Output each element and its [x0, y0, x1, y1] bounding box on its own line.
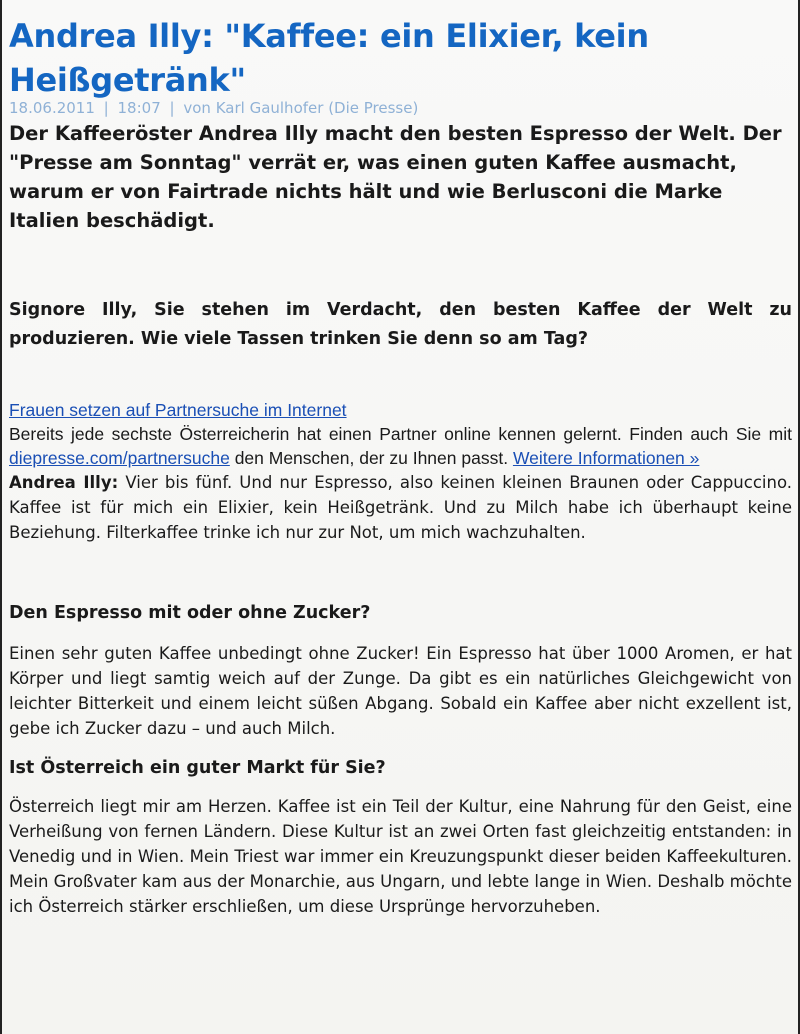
- partner-ad: [9, 398, 792, 470]
- more-info-link[interactable]: Weitere Informationen »: [512, 448, 700, 468]
- interview-question-1: Signore Illy, Sie stehen im Verdacht, den besten Kaffee der Welt zu produzieren. Wie viele Tassen trinken Sie denn so am Tag?: [9, 300, 792, 349]
- article-title: Andrea Illy: "Kaffee: ein Elixier, kein Heißgetränk": [9, 17, 649, 99]
- article-date: 18.06.2011: [9, 99, 95, 117]
- partnersuche-link[interactable]: diepresse.com/partnersuche: [9, 448, 230, 468]
- answer-speaker: Andrea Illy:: [9, 473, 119, 492]
- ad-text: Bereits jede sechste Österreicherin hat einen Partner online kennen gelernt. Finden auch Sie mit: [9, 424, 792, 444]
- ad-headline-link[interactable]: Frauen setzen auf Partnersuche im Internet: [9, 400, 347, 420]
- article-time: 18:07: [117, 99, 161, 117]
- answer-1-text: Vier bis fünf. Und nur Espresso, also keinen kleinen Braunen oder Cappuccino. Kaffee ist für mich ein Elixier, kein Heißgetränk. Und zu Milch habe ich überhaupt keine Beziehung. Filterkaffee trinke ich nur zur Not, um mich wachzuhalten.: [9, 473, 793, 542]
- ad-body: [9, 422, 792, 470]
- ad-text-after: den Menschen, der zu Ihnen passt.: [234, 448, 509, 468]
- interview-answer-3: Österreich liegt mir am Herzen. Kaffee ist ein Teil der Kultur, eine Nahrung für den Geist, eine Verheißung von fernen Ländern. Diese Kultur ist an zwei Orten fast gleichzeitig entstanden: in Venedig und in Wien. Mein Triest war immer ein Kreuzungspunkt dieser beiden Kaffeekulturen. Mein Großvater kam aus der Monarchie, aus Ungarn, und lebte lange in Wien. Deshalb möchte ich Österreich stärker erschließen, um diese Ursprünge hervorzuheben.: [9, 797, 792, 916]
- interview-answer-1: [9, 470, 792, 545]
- article-meta: [9, 98, 792, 118]
- interview-question-3: Ist Österreich ein guter Markt für Sie?: [9, 758, 386, 778]
- interview-question-2: Den Espresso mit oder ohne Zucker?: [9, 603, 371, 623]
- meta-separator: |: [169, 99, 175, 117]
- interview-answer-2: Einen sehr guten Kaffee unbedingt ohne Zucker! Ein Espresso hat über 1000 Aromen, er hat Körper und liegt samtig weich auf der Zunge. Da gibt es ein natürliches Gleichgewicht von leichter Bitterkeit und einem leicht süßen Abgang. Sobald ein Kaffee aber nicht exzellent ist, gebe ich Zucker dazu – und auch Milch.: [9, 644, 792, 738]
- article-byline: von Karl Gaulhofer (Die Presse): [183, 99, 419, 117]
- article-lead: Der Kaffeeröster Andrea Illy macht den besten Espresso der Welt. Der "Presse am Sonntag" verrät er, was einen guten Kaffee ausmacht, warum er von Fairtrade nichts hält und wie Berlusconi die Marke Italien beschädigt.: [9, 122, 782, 232]
- meta-separator: |: [103, 99, 109, 117]
